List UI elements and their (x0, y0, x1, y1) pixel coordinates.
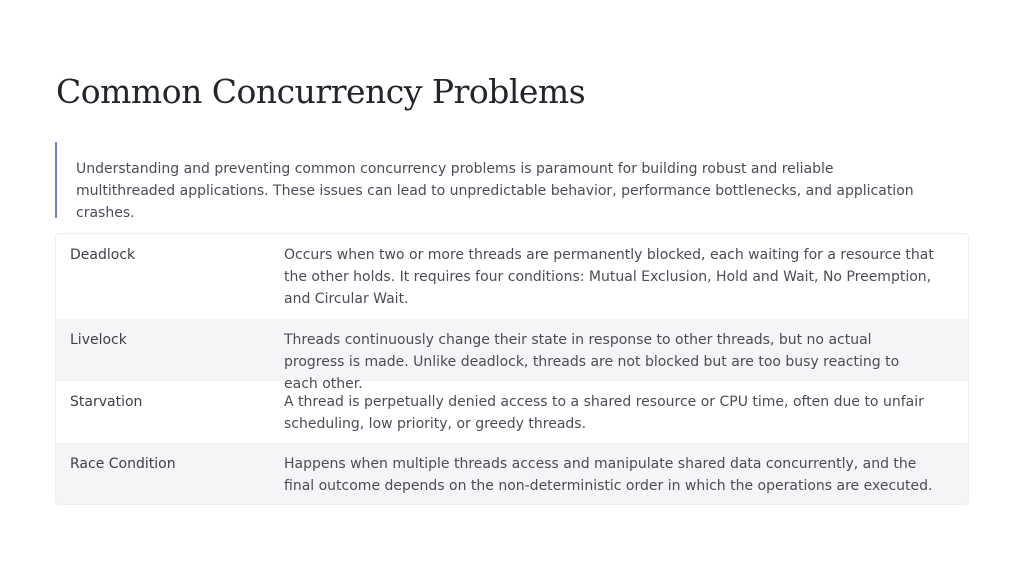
problem-description: Occurs when two or more threads are permanently blocked, each waiting for a resource that the other holds. It requires four conditions: Mutual Exclusion, Hold and Wait, No Preemption, and Circular Wait. (284, 247, 934, 307)
problem-term: Starvation (70, 394, 143, 410)
table-row (56, 443, 968, 504)
table-row (56, 234, 968, 319)
page-title: Common Concurrency Problems (56, 72, 586, 111)
table-row (56, 381, 968, 443)
problem-term: Livelock (70, 332, 127, 348)
problem-description: Happens when multiple threads access and manipulate shared data concurrently, and the final outcome depends on the non-deterministic order in which the operations are executed. (284, 456, 933, 494)
problem-term: Race Condition (70, 456, 176, 472)
intro-blockquote (55, 142, 915, 221)
table-row (56, 319, 968, 392)
problem-description: A thread is perpetually denied access to a shared resource or CPU time, often due to unfair scheduling, low priority, or greedy threads. (284, 394, 924, 432)
problems-table (55, 233, 969, 505)
intro-text: Understanding and preventing common concurrency problems is paramount for building robust and reliable multithreaded applications. These issues can lead to unpredictable behavior, performance bottlenecks, and application crashes. (76, 161, 914, 221)
problem-term: Deadlock (70, 247, 136, 263)
problem-description: Threads continuously change their state in response to other threads, but no actual progress is made. Unlike deadlock, threads are not blocked but are too busy reacting to each other. (284, 332, 900, 392)
